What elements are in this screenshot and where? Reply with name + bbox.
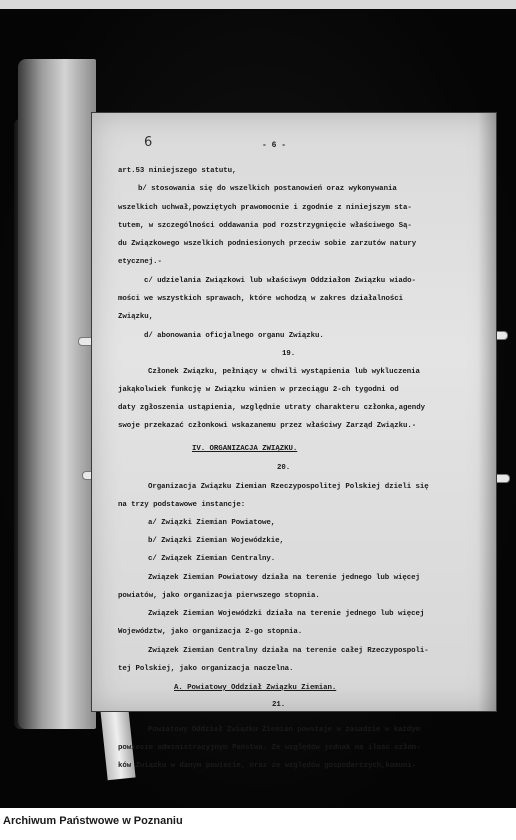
text-line: b/ Związki Ziemian Wojewódzkie, [148, 537, 284, 545]
text-line: Członek Związku, pełniący w chwili wystąpienia lub wykluczenia [148, 368, 420, 376]
text-line: c/ udzielania Związkowi lub właściwym Oddziałom Związku wiado- [144, 277, 416, 285]
text-line: Województw, jako organizacja 2-go stopnia. [118, 628, 303, 636]
text-line: art.53 niniejszego statutu, [118, 167, 237, 175]
document-page [92, 113, 496, 711]
text-line: tej Polskiej, jako organizacja naczelna. [118, 665, 294, 673]
section-number: 19. [282, 350, 296, 358]
text-line: d/ abonowania oficjalnego organu Związku. [144, 332, 324, 340]
text-line: Organizacja Związku Ziemian Rzeczypospolitej Polskiej dzieli się [148, 483, 429, 491]
text-line: c/ Związek Ziemian Centralny. [148, 555, 276, 563]
page-shadow [478, 113, 496, 711]
section-number: 21. [272, 701, 286, 709]
text-line: powiecie administracyjnym Państwa. Ze względów jednak na ilość człon- [118, 744, 421, 752]
text-line: Powiatowy Oddział Związku Ziemian powstaje w zasadzie w każdym [148, 726, 420, 734]
text-line: a/ Związki Ziemian Powiatowe, [148, 519, 276, 527]
text-line: ków Związku w danym powiecie, oraz ze względów gospodarczych,komuni- [118, 762, 417, 770]
text-line: mości we wszystkich sprawach, które wchodzą w zakres działalności [118, 295, 404, 303]
text-line: jakąkolwiek funkcję w Związku winien w przeciągu 2-ch tygodni od [118, 386, 399, 394]
text-line: etycznej.- [118, 258, 162, 266]
text-line: b/ stosowania się do wszelkich postanowień oraz wykonywania [138, 185, 397, 193]
scan-viewer[interactable] [0, 9, 516, 808]
text-line: daty zgłoszenia ustąpienia, względnie utraty charakteru członka,agendy [118, 404, 425, 412]
top-strip [0, 0, 516, 9]
page-number: - 6 - [262, 141, 287, 150]
archive-name: Archiwum Państwowe w Poznaniu [3, 815, 183, 827]
text-line: Związek Ziemian Wojewódzki działa na terenie jednego lub więcej [148, 610, 425, 618]
subsection-heading: A. Powiatowy Oddział Związku Ziemian. [174, 684, 337, 692]
text-line: tutem, w szczególności oddawania pod rozstrzygnięcie właściwego Są- [118, 222, 412, 230]
text-line: Związek Ziemian Centralny działa na terenie całej Rzeczypospoli- [148, 647, 429, 655]
text-line: Związku, [118, 313, 154, 321]
chapter-heading: IV. ORGANIZACJA ZWIĄZKU. [192, 445, 298, 453]
text-line: na trzy podstawowe instancje: [118, 501, 246, 509]
text-line: Związek Ziemian Powiatowy działa na terenie jednego lub więcej [148, 574, 420, 582]
text-line: powiatów, jako organizacja pierwszego stopnia. [118, 592, 320, 600]
text-line: swoje przekazać członkowi wskazanemu przez właściwy Zarząd Związku.- [118, 422, 417, 430]
text-line: du Związkowego wszelkich podniesionych przeciw sobie zarzutów natury [118, 240, 417, 248]
binder-cover [18, 59, 96, 729]
text-line: wszelkich uchwał,powziętych prawomocnie i zgodnie z niniejszym sta- [118, 204, 412, 212]
handwritten-page-number: 6 [144, 135, 153, 150]
section-number: 20. [277, 464, 291, 472]
